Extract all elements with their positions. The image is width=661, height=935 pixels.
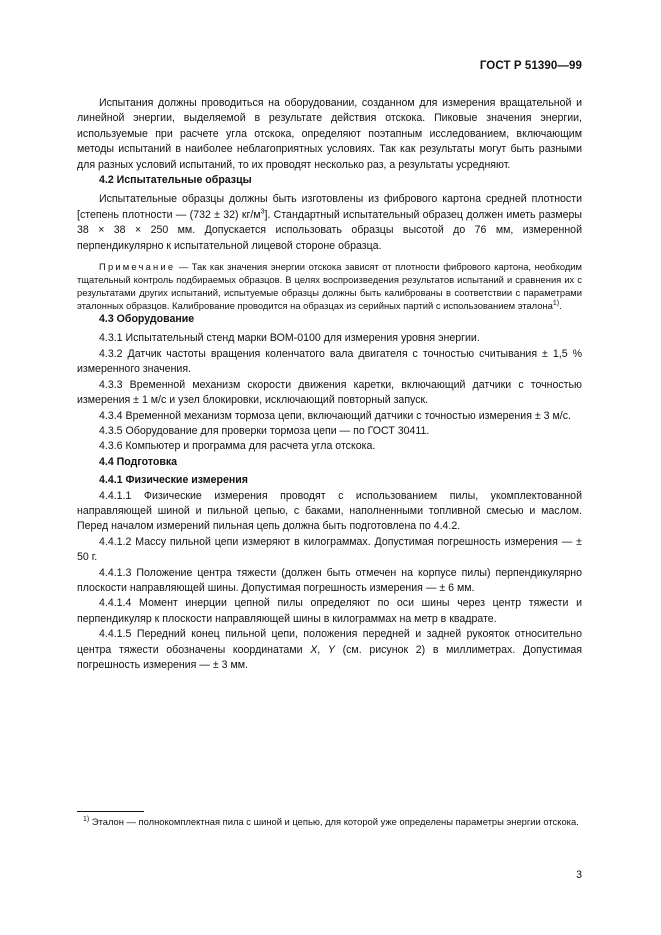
section-heading-4-4: 4.4 Подготовка (99, 455, 178, 468)
footnote (77, 815, 582, 828)
coordinate-y: Y (327, 643, 335, 656)
coordinate-x: X (310, 643, 318, 656)
footnote-marker: 1) (83, 815, 90, 823)
list-item: 4.4.1.3 Положение центра тяжести (должен быть отмечен на корпусе пилы) перпендикулярно плоскости направляющей шины. Допустимая погрешность измерения — ± 6 мм. (77, 566, 582, 594)
coordinate-separator: , (317, 643, 328, 656)
list-item (77, 627, 582, 673)
list-item: 4.4.1.1 Физические измерения проводят с использованием пилы, укомплектованной направляющей шиной и пильной цепью, с баками, наполненными топливной смесью и маслом. Перед началом измерений пильная цепь должна быть подготовлена по 4.4.2. (77, 489, 582, 533)
list-item: 4.3.3 Временной механизм скорости движения каретки, включающий датчики с точностью измерения ± 1 м/с и узел блокировки, исключающий повторный запуск. (77, 378, 582, 407)
list-item: 4.3.4 Временной механизм тормоза цепи, включающий датчики с точностью измерения ± 3 м/с. (99, 409, 571, 422)
list-item: 4.3.6 Компьютер и программа для расчета угла отскока. (99, 440, 376, 453)
list-item: 4.3.1 Испытательный стенд марки ВОМ-0100 для измерения уровня энергии. (99, 332, 480, 345)
item-4-4-1-5-after: (см. рисунок 2) в миллиметрах. Допустимая погрешность измерения — ± 3 мм. (77, 643, 583, 671)
subsection-heading-4-4-1: 4.4.1 Физические измерения (99, 474, 248, 487)
list-item: 4.4.1.4 Момент инерции цепной пилы определяют по оси шины через центр тяжести и перпендикуляр к плоскости направляющей шины в килограммах на метр в квадрате. (77, 597, 582, 625)
footnote-reference: 1) (552, 299, 560, 307)
page-number: 3 (576, 869, 582, 881)
list-item: 4.3.2 Датчик частоты вращения коленчатого вала двигателя с точностью считывания ± 1,5 % измеренного значения. (77, 347, 582, 376)
footnote-divider (77, 811, 144, 812)
note-text: — Так как значения энергии отскока зависят от плотности фибрового картона, необходим тщательный контроль подбираемых образцов. В целях воспроизведения результатов испытаний и сравнения их с результатами других испытаний, испытуемые образцы должны быть калиброваны в соответствии с параметрами эталонных образцов. Калибрование проводится на образцах из серийных партий с использованием эталона (77, 261, 582, 312)
section-heading-4-2: 4.2 Испытательные образцы (99, 174, 252, 187)
intro-paragraph: Испытания должны проводиться на оборудовании, созданном для измерения вращательной и линейной энергии, выделяемой в результате действия отскока. Пиковые значения энергии, используемые при расчете угла отскока, определяют поэтапным исследованием, включающим методы испытаний в наиболее неблагоприятных условиях. Так как результаты могут быть разными для разных условий испытаний, то их проводят несколько раз, а результаты усредняют. (77, 97, 582, 171)
footnote-text: Эталон — полнокомплектная пила с шиной и цепью, для которой уже определены параметры энергии отскока. (89, 816, 579, 827)
note-paragraph (77, 260, 582, 312)
note-label: Примечание (99, 261, 176, 273)
document-id-header: ГОСТ Р 51390—99 (479, 60, 582, 72)
section-heading-4-3: 4.3 Оборудование (99, 313, 195, 326)
section-4-2-paragraph (77, 192, 582, 254)
note-end: . (559, 300, 562, 312)
superscript-3: 3 (260, 208, 265, 216)
page-content (77, 96, 582, 673)
equipment-list (77, 331, 582, 454)
list-item: 4.3.5 Оборудование для проверки тормоза цепи — по ГОСТ 30411. (99, 424, 430, 437)
list-item: 4.4.1.2 Массу пильной цепи измеряют в килограммах. Допустимая погрешность измерения — ± 50 г. (77, 535, 582, 564)
section-4-2-text-after: ]. Стандартный испытательный образец должен иметь размеры 38 × 38 × 250 мм. Допускается использовать образцы высотой до 76 мм, измеренной перпендикулярно к испытательной лицевой стороне образца. (77, 208, 582, 252)
measurements-list (77, 489, 582, 674)
section-4-2-text-before: Испытательные образцы должны быть изготовлены из фибрового картона средней плотности [степень плотности — (732 ± 32) кг/м (77, 193, 582, 221)
item-4-4-1-5-before: 4.4.1.5 Передний конец пильной цепи, положения передней и задней рукояток относительно центра тяжести обозначены координатами (77, 628, 582, 656)
